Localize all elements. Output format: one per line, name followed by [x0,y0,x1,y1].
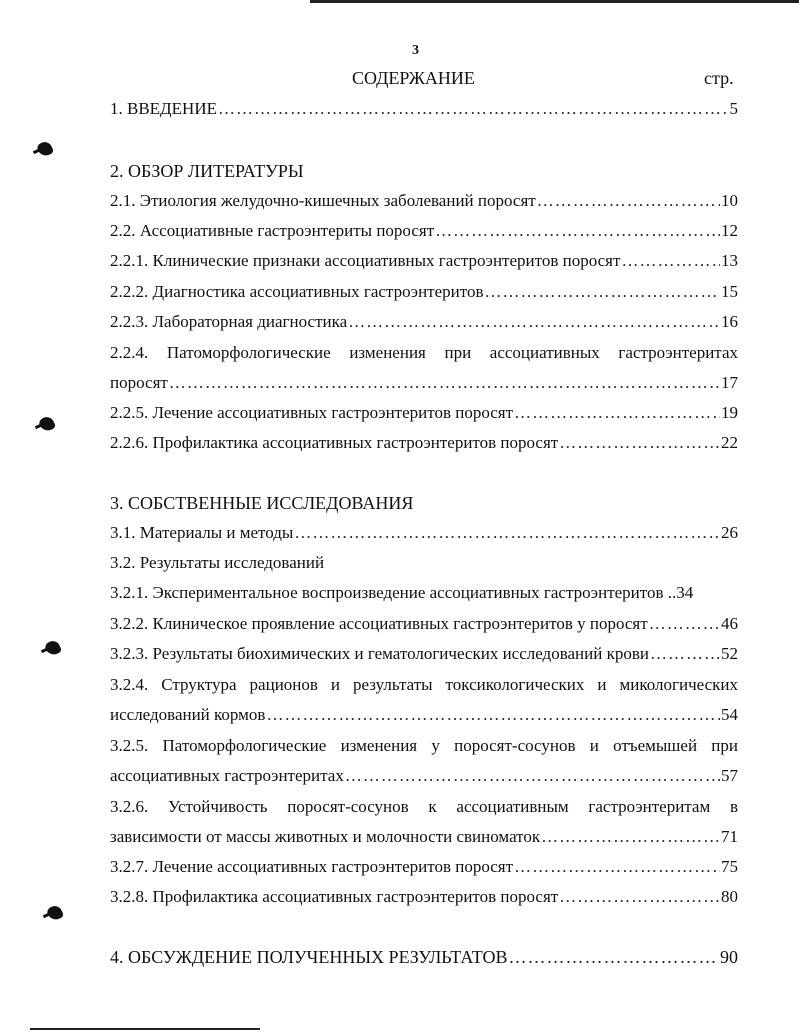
toc-entry-title: 3.2.2. Клиническое проявление ассоциативных гастроэнтеритов у поросят [110,614,648,633]
bottom-rule [30,1028,260,1030]
binder-hole-mark [44,639,63,658]
toc-entry [110,432,738,454]
leader-dots [541,826,720,848]
leader-dots [650,643,720,665]
leader-dots [514,402,720,424]
toc-entry-title: 1. ВВЕДЕНИЕ [110,99,217,118]
toc-entry-title: поросят [110,373,168,392]
toc-entry-page: 57 [721,766,738,785]
toc-entry [110,856,738,878]
toc-entry [110,220,738,242]
toc-entry [110,765,738,787]
toc-entry-page: 5 [729,99,738,118]
leader-dots [537,190,720,212]
toc-entry-page: 80 [721,887,738,906]
subsection-heading: 3.2. Результаты исследований [110,553,325,572]
leader-dots [559,886,720,908]
toc-entry-title: 2.1. Этиология желудочно-кишечных заболеваний поросят [110,191,536,210]
toc-entry-page: 26 [721,523,738,542]
toc-entry [110,704,738,726]
toc-entry-page: 75 [721,857,738,876]
toc-entry [110,250,738,272]
toc-entry-title: 2.2.3. Лабораторная диагностика [110,312,348,331]
toc-entry-page: 22 [721,433,738,452]
toc-entry-page: 54 [721,705,738,724]
toc-entry [110,311,738,333]
section-heading: 2. ОБЗОР ЛИТЕРАТУРЫ [110,161,304,181]
toc-entry [110,372,738,394]
leader-dots [169,372,720,394]
toc-entry-line1: 2.2.4. Патоморфологические изменения при ассоциативных гастроэнтеритах [110,343,738,362]
page-title: СОДЕРЖАНИЕ [352,68,475,88]
toc-entry-page: 17 [721,373,738,392]
section-heading: 3. СОБСТВЕННЫЕ ИССЛЕДОВАНИЯ [110,493,414,513]
top-rule [310,0,799,3]
toc-entry-page: 52 [721,644,738,663]
toc-entry-title: исследований кормов [110,705,266,724]
leader-dots [435,220,720,242]
toc-entry-title: 2.2.1. Клинические признаки ассоциативных гастроэнтеритов поросят [110,251,621,270]
toc-entry [110,826,738,848]
toc-entry-title: 3.2.8. Профилактика ассоциативных гастроэнтеритов поросят [110,887,559,906]
leader-dots [621,250,720,272]
toc-entry-page: 13 [721,251,738,270]
toc-entry-title: зависимости от массы животных и молочности свиноматок [110,827,541,846]
toc-entry-page: 46 [721,614,738,633]
toc-entry-page: 12 [721,221,738,240]
toc-entry [110,582,738,604]
toc-entry-title: 2.2.2. Диагностика ассоциативных гастроэнтеритов [110,282,484,301]
toc-entry [110,643,738,665]
leader-dots [514,856,720,878]
toc-entry-line1: 3.2.4. Структура рационов и результаты токсикологических и микологических [110,675,738,694]
toc-entry-title: 3.2.1. Экспериментальное воспроизведение ассоциативных гастроэнтеритов .. [110,583,677,602]
toc-entry-page: 90 [720,947,738,967]
leader-dots [218,98,729,120]
toc-entry [110,402,738,424]
leader-dots [559,432,720,454]
toc-entry-page: 10 [721,191,738,210]
toc-entry-page: 16 [721,312,738,331]
leader-dots [345,765,720,787]
leader-dots [348,311,720,333]
binder-hole-mark [38,415,57,434]
toc-entry-line1: 3.2.5. Патоморфологические изменения у поросят-сосунов и отъемышей при [110,736,738,755]
binder-hole-mark [36,140,55,159]
toc-entry-page: 15 [721,282,738,301]
binder-hole-mark [46,904,65,923]
toc-entry-title: 2.2. Ассоциативные гастроэнтериты поросят [110,221,435,240]
toc-entry-title: 4. ОБСУЖДЕНИЕ ПОЛУЧЕННЫХ РЕЗУЛЬТАТОВ [110,947,508,967]
toc-entry [110,946,738,968]
toc-entry [110,190,738,212]
toc-entry [110,98,738,120]
toc-entry [110,886,738,908]
toc-entry-title: 2.2.5. Лечение ассоциативных гастроэнтеритов поросят [110,403,514,422]
toc-entry [110,281,738,303]
toc-entry-title: 2.2.6. Профилактика ассоциативных гастроэнтеритов поросят [110,433,559,452]
toc-entry-title: 3.2.3. Результаты биохимических и гематологических исследований крови [110,644,649,663]
toc-entry [110,522,738,544]
toc-entry [110,613,738,635]
leader-dots [649,613,720,635]
toc-entry-title: ассоциативных гастроэнтеритах [110,766,344,785]
toc-entry-page: 34 [676,583,694,602]
toc-entry-page: 19 [721,403,738,422]
leader-dots [509,946,719,968]
leader-dots [294,522,720,544]
page-column-label: стр. [704,68,734,88]
leader-dots [266,704,720,726]
leader-dots [484,281,720,303]
toc-entry-page: 71 [721,827,738,846]
toc-entry-title: 3.2.7. Лечение ассоциативных гастроэнтеритов поросят [110,857,514,876]
toc-entry-line1: 3.2.6. Устойчивость поросят-сосунов к ассоциативным гастроэнтеритам в [110,797,738,816]
page-number: 3 [412,43,419,58]
toc-entry-title: 3.1. Материалы и методы [110,523,294,542]
